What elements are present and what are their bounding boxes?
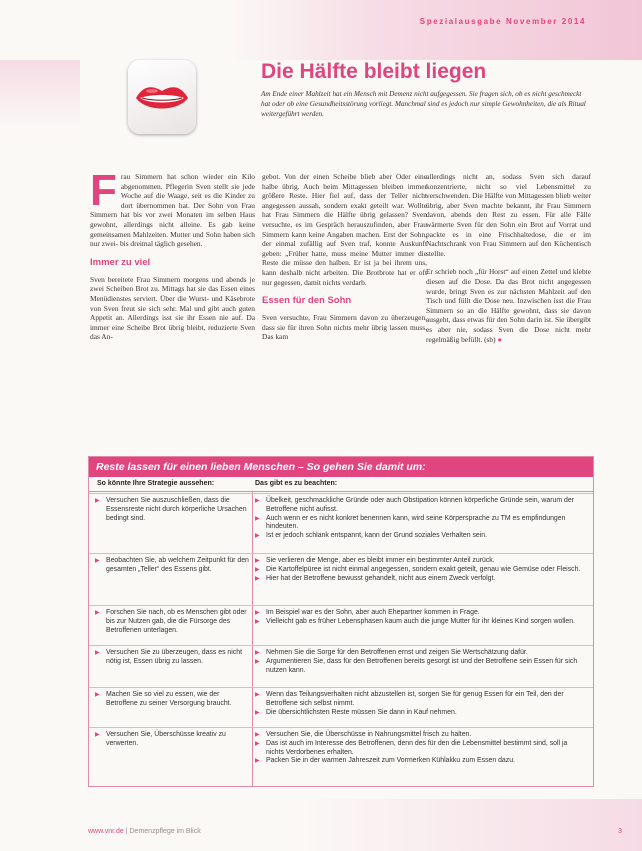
article-column-1 xyxy=(90,166,255,342)
tips-box xyxy=(88,456,594,787)
footer xyxy=(88,828,201,835)
drop-cap: F xyxy=(90,166,117,215)
note-item: ▶ Argumentieren Sie, dass für den Betroffenen bereits gesorgt ist und der Betroffene sein Essen für sich nutzen kann. xyxy=(255,658,587,676)
note-item: ▶ Übelkeit, geschmackliche Gründe oder auch Obstipation können körperliche Gründe sein, warum der Betroffene nicht aufisst. xyxy=(255,497,587,515)
notes-cell xyxy=(255,649,587,675)
table-row xyxy=(89,727,593,784)
notes-cell xyxy=(255,691,587,717)
article-column-2 xyxy=(262,172,427,342)
note-item: ▶ Sie verlieren die Menge, aber es bleibt immer ein bestimmter Anteil zurück. xyxy=(255,557,587,566)
column-header-notes: Das gibt es zu beachten: xyxy=(255,480,338,487)
end-mark: ● xyxy=(497,334,502,344)
note-item: ▶ Das ist auch im Interesse des Betroffenen, denn des für den die Lebensmittel bestimmt sind, soll ja nichts Verdorbenes erhalten. xyxy=(255,740,587,758)
footer-url[interactable]: www.vnr.de xyxy=(88,828,124,835)
column-header-strategy: So könnte Ihre Strategie aussehen: xyxy=(97,480,215,487)
note-item: ▶ Auch wenn er es nicht konkret benennen kann, wird seine Körpersprache zu TM es empfindungen hindeuten. xyxy=(255,515,587,533)
note-item: ▶ Ist er jedoch schlank entspannt, kann der Grund soziales Verhalten sein. xyxy=(255,532,587,541)
tips-box-title: Reste lassen für einen lieben Menschen – So gehen Sie damit um: xyxy=(89,457,593,477)
article-column-3 xyxy=(426,172,591,344)
table-row xyxy=(89,687,593,726)
footer-band xyxy=(0,799,642,851)
paragraph: rau Simmern hat schon wieder ein Kilo abgenommen. Pflegerin Sven stellt sie jede Woche auf die Waage, seit es die Kinder zu dort übernommen hat. Der Sohn von Frau Simmern hat bis vor zwei Monaten im selben Haus gewohnt, allerdings nicht alleine. Es gab keine gemeinsamen Mahlzeiten. Mutter und Sohn haben sich nur zwei- bis dreimal täglich gesehen. xyxy=(90,172,255,249)
table-row xyxy=(89,645,593,684)
table-row xyxy=(89,553,593,602)
paragraph: Sven bereitete Frau Simmern morgens und abends je zwei Scheiben Brot zu. Mittags hat sie das Essen eines Menüdienstes serviert. Über die Wurst- und Käsebrote von Sven freut sie sich sehr. Mal und gibt auch guten Appetit an. Allerdings isst sie ihr Essen nie auf. Da immer eine Scheibe Brot übrig bleibt, reduzierte Sven das An- xyxy=(90,274,255,342)
note-item: ▶ Packen Sie in der warmen Jahreszeit zum Vormerken Kühlakku zum Essen dazu. xyxy=(255,757,587,766)
strategy-text: ▶ Versuchen Sie, Überschüsse kreativ zu verwerten. xyxy=(89,731,249,749)
page-number: 3 xyxy=(618,828,622,835)
article-title: Die Hälfte bleibt liegen xyxy=(261,60,487,83)
strategy-text: ▶ Forschen Sie nach, ob es Menschen gibt oder bis zur Nutzen gab, die die Fürsorge des Betroffenen unterlagen. xyxy=(89,609,249,635)
paragraph xyxy=(426,267,591,344)
note-item: ▶ Hier hat der Betroffene bewusst gehandelt, nicht aus einem Zweck verfolgt. xyxy=(255,575,587,584)
notes-cell xyxy=(255,731,587,766)
header-side-band xyxy=(0,60,80,130)
strategy-text: ▶ Versuchen Sie zu überzeugen, dass es nicht nötig ist, Essen übrig zu lassen. xyxy=(89,649,249,667)
notes-cell xyxy=(255,609,587,627)
tips-box-header xyxy=(89,477,593,492)
note-item: ▶ Im Beispiel war es der Sohn, aber auch Ehepartner kommen in Frage. xyxy=(255,609,587,618)
strategy-text: ▶ Beobachten Sie, ab welchem Zeitpunkt für den gesamten „Teller“ des Essens gibt. xyxy=(89,557,249,575)
strategy-text: ▶ Versuchen Sie auszuschließen, dass die Essensreste nicht durch körperliche Ursachen bedingt sind. xyxy=(89,497,249,523)
table-row xyxy=(89,605,593,644)
lips-icon xyxy=(128,60,196,134)
footer-text: | Demenzpflege im Blick xyxy=(123,828,201,835)
paragraph: gebot. Von der einen Scheibe blieb aber Oder eine halbe übrig. Auch beim Mittagessen bleiben immer größere Reste. Hier fiel auf, dass der Teller nicht angegessen aussah, sondern exakt geteilt war. Wollte hat Frau Simmern die Hälfte übrig gelassen? Sven versuchte, es im Gespräch herauszufinden, aber Frau Simmern kann keine Angaben machen. Erst der Sohn, der einmal zufällig auf Sven traf, konnte Auskunft geben: „Früher hatte, muss meine Mutter immer die Reste die müsse den halben. Er ist ja bei ihrem uns, kann deshalb nicht arbeiten. Die Brotbrote hat er oft nur gegessen, damit nichts verdarb. xyxy=(262,172,427,287)
note-item: ▶ Wenn das Teilungsverhalten nicht abzustellen ist, sorgen Sie für genug Essen für ein Teil, den der Betroffene sich selbst nimmt. xyxy=(255,691,587,709)
subheading-essen-fuer-den-sohn: Essen für den Sohn xyxy=(262,295,352,307)
paragraph-text: Er schrieb noch „für Horst“ auf einen Zettel und klebte diesen auf die Dose. Da das Brot nicht angegessen wurde, bringt Sven es zur nächsten Mahlzeit auf den Tisch und füllt die Dose neu. Inzwischen isst die Frau Simmern so an die Hälfte gewohnt, dass sie davon ausgeht, dass etwas für den Sohn darin ist. Sie übergibt es aber nie, sodass Sven die Dose nicht mehr regelmäßig befüllt. xyxy=(426,267,591,344)
paragraph: Sven versuchte, Frau Simmern davon zu überzeugen, dass sie für ihren Sohn nichts mehr übrig lassen muss. Das kam xyxy=(262,313,427,342)
paragraph: allerdings nicht an, sodass Sven sich darauf konzentrierte, nicht so viel Lebensmittel zu verschwenden. Die Hälfte von Mittagessen blieb weiter übrig, aber Sven machte bekannt, ihr Frau Simmern davon, abends den Rest zu essen. Für alle Fälle wärmerte Sven für den Sohn ein Brot auf Vorrat und packte es in eine Frischhaltedose, die er im Nachtschrank von Frau Simmern auf den Küchentisch stellte. xyxy=(426,172,591,258)
note-item: ▶ Vielleicht gab es früher Lebensphasen kaum auch die junge Mutter für ihr kleines Kind sorgen wollen. xyxy=(255,618,587,627)
author-signature: (sb) xyxy=(484,334,496,344)
note-item: ▶ Die übersichtlichsten Reste müssen Sie dann in Kauf nehmen. xyxy=(255,709,587,718)
issue-label: Spezialausgabe November 2014 xyxy=(419,17,586,26)
header-band xyxy=(0,0,642,60)
notes-cell xyxy=(255,557,587,583)
note-item: ▶ Nehmen Sie die Sorge für den Betroffenen ernst und zeigen Sie Wertschätzung dafür. xyxy=(255,649,587,658)
strategy-text: ▶ Machen Sie so viel zu essen, wie der Betroffene zu seiner Versorgung braucht. xyxy=(89,691,249,709)
notes-cell xyxy=(255,497,587,541)
subheading-immer-zu-viel: Immer zu viel xyxy=(90,256,151,268)
note-item: ▶ Die Kartoffelpüree ist nicht einmal angegessen, sondern exakt geteilt, genau wie Gemüse oder Fleisch. xyxy=(255,566,587,575)
article-intro: Am Ende einer Mahlzeit hat ein Mensch mit Demenz nicht aufgegessen. Sie fragen sich, ob es nicht geschmeckt hat oder ob eine Gesundheitsstörung vorliegt. Manchmal sind es jedoch nur simple Gewohnheiten, die als Ritual weitergeführt werden. xyxy=(261,90,586,118)
table-row xyxy=(89,493,593,550)
note-item: ▶ Versuchen Sie, die Überschüsse in Nahrungsmittel frisch zu halten. xyxy=(255,731,587,740)
